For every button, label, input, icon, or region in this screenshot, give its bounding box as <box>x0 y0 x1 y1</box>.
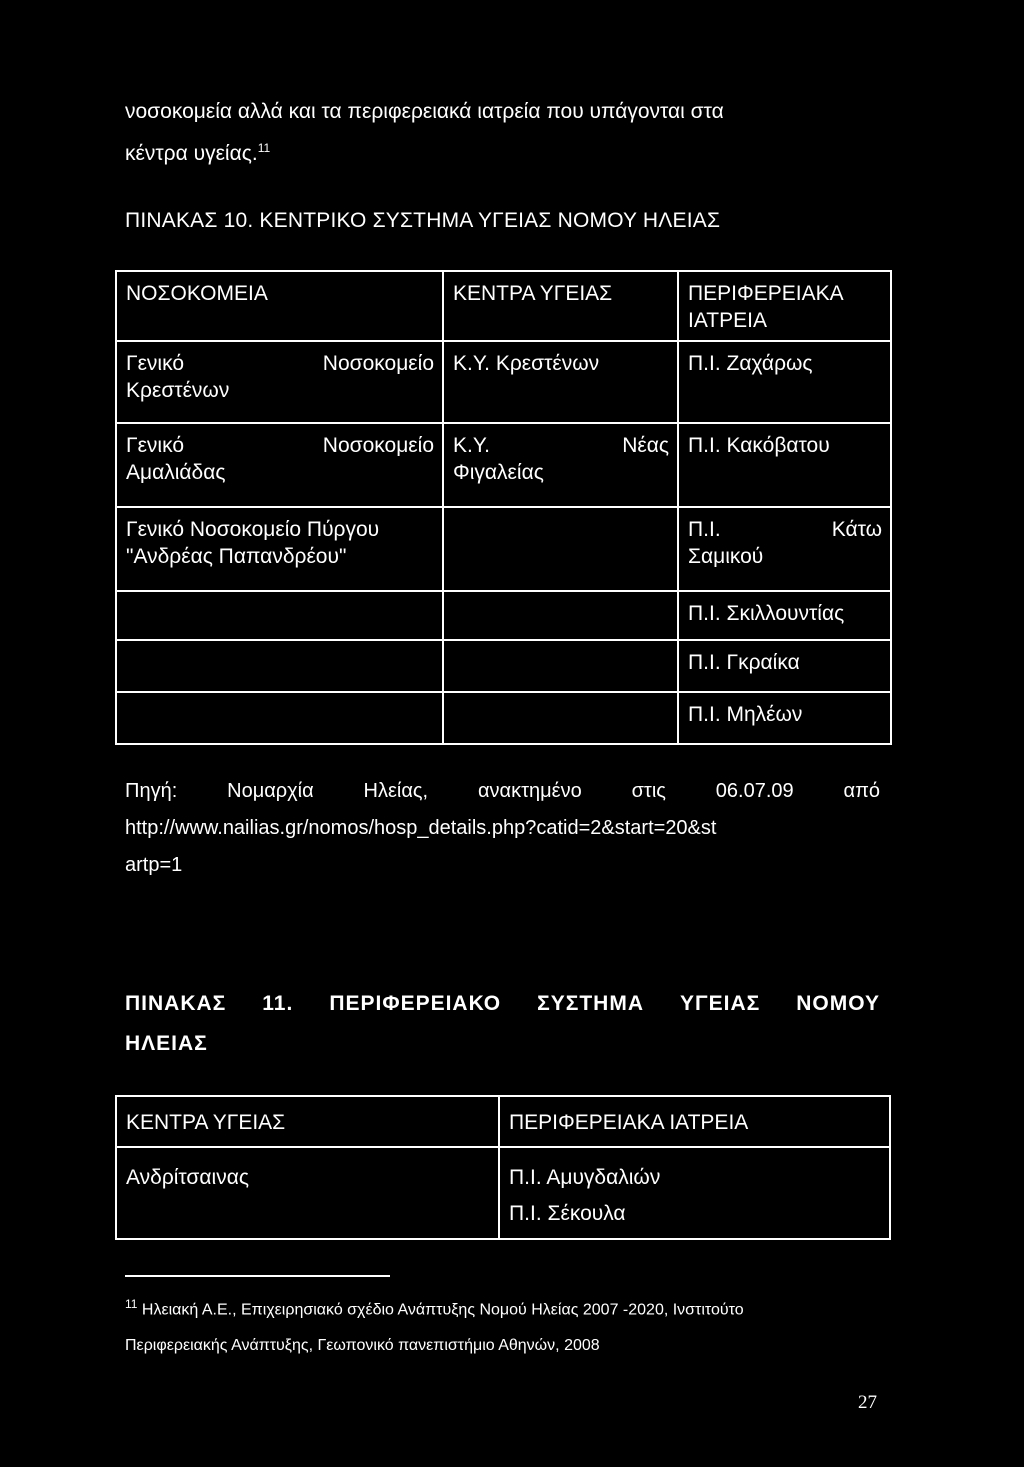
title-word: ΣΥΣΤΗΜΑ <box>537 992 644 1015</box>
cell-word: Π.Ι. Ζαχάρως <box>688 352 813 375</box>
source-word: Νομαρχία <box>227 780 314 802</box>
source-word: ανακτημένο <box>477 780 582 802</box>
cell-word: Π.Ι. Σέκουλα <box>509 1202 626 1225</box>
table10-row <box>116 591 891 640</box>
table10-row <box>116 640 891 692</box>
cell-word: Κ.Υ. Κρεστένων <box>453 352 600 375</box>
cell-word: Κάτω <box>831 518 882 541</box>
table10-cell-clinic <box>678 341 891 423</box>
table10-header-centers: ΚΕΝΤΡΑ ΥΓΕΙΑΣ <box>443 271 678 341</box>
cell-word: Γενικό <box>126 352 185 375</box>
table11-header-centers: ΚΕΝΤΡΑ ΥΓΕΙΑΣ <box>116 1096 499 1147</box>
source-url-line-2: artp=1 <box>125 854 183 876</box>
table10-cell-clinic <box>678 507 891 591</box>
title-word: ΠΙΝΑΚΑΣ <box>125 992 227 1015</box>
table10-cell-hospital <box>116 507 443 591</box>
source-url-line-1: http://www.nailias.gr/nomos/hosp_details.php?catid=2&start=20&st <box>125 817 717 839</box>
table10-cell-hospital <box>116 423 443 507</box>
footnote-line-2: Περιφερειακής Ανάπτυξης, Γεωπονικό πανεπιστήμιο Αθηνών, 2008 <box>125 1337 600 1355</box>
cell-word: Π.Ι. Μηλέων <box>688 703 803 726</box>
page-number: 27 <box>858 1392 877 1413</box>
cell-word: Αμαλιάδας <box>126 461 226 484</box>
table10-row <box>116 692 891 744</box>
cell-word: Π.Ι. Αμυγδαλιών <box>509 1166 661 1189</box>
footnote-number: 11 <box>125 1297 138 1311</box>
table11-cell-center <box>116 1147 499 1239</box>
footnote-separator <box>125 1275 390 1277</box>
table10-cell-hospital <box>116 640 443 692</box>
table10-cell-clinic <box>678 640 891 692</box>
table10-header-row <box>116 271 891 341</box>
source-word: 06.07.09 <box>715 780 794 802</box>
table10-row <box>116 423 891 507</box>
intro-line-2-text: κέντρα υγείας. <box>125 142 258 165</box>
table11-title-line-1 <box>125 984 880 1024</box>
table11-row <box>116 1147 890 1239</box>
table10-cell-center <box>443 640 678 692</box>
title-word: ΝΟΜΟΥ <box>796 992 880 1015</box>
cell-word: Π.Ι. Γκραίκα <box>688 651 800 674</box>
table10-cell-center <box>443 591 678 640</box>
source-word: από <box>843 780 880 802</box>
table10-row <box>116 341 891 423</box>
cell-word: Κρεστένων <box>126 379 230 402</box>
table10-cell-clinic <box>678 692 891 744</box>
table10-cell-clinic <box>678 591 891 640</box>
table10-cell-center <box>443 423 678 507</box>
table10-source <box>125 773 880 884</box>
table11-header-clinics: ΠΕΡΙΦΕΡΕΙΑΚΑ ΙΑΤΡΕΙΑ <box>499 1096 890 1147</box>
table11 <box>115 1095 891 1240</box>
cell-word: Νέας <box>622 434 669 457</box>
cell-word: Γενικό <box>126 434 185 457</box>
table10-cell-hospital <box>116 341 443 423</box>
cell-word: Ανδρίτσαινας <box>126 1166 249 1189</box>
cell-word: Π.Ι. <box>688 518 721 541</box>
table10-cell-center <box>443 507 678 591</box>
footnote <box>125 1286 885 1364</box>
title-word: ΥΓΕΙΑΣ <box>680 992 761 1015</box>
source-word: στις <box>631 780 666 802</box>
source-word: Ηλείας, <box>363 780 429 802</box>
table11-header-row <box>116 1096 890 1147</box>
intro-line-1: νοσοκομεία αλλά και τα περιφερειακά ιατρεία που υπάγονται στα <box>125 100 724 123</box>
table10 <box>115 270 892 745</box>
footnote-text: Ηλειακή Α.Ε., Επιχειρησιακό σχέδιο Ανάπτυξης Νομού Ηλείας 2007 -2020, Ινστιτούτο <box>141 1301 744 1319</box>
footnote-reference: 11 <box>257 141 271 155</box>
table11-title-line-2: ΗΛΕΙΑΣ <box>125 1032 208 1055</box>
intro-line-2 <box>125 130 880 172</box>
table10-cell-hospital <box>116 692 443 744</box>
cell-word: Φιγαλείας <box>453 461 544 484</box>
table11-cell-clinics <box>499 1147 890 1239</box>
cell-word: "Ανδρέας Παπανδρέου" <box>126 545 347 568</box>
table10-header-clinics: ΠΕΡΙΦΕΡΕΙΑΚΑ ΙΑΤΡΕΙΑ <box>678 271 891 341</box>
source-line-1 <box>125 773 880 810</box>
footnote-line-1 <box>125 1286 885 1328</box>
table10-cell-clinic <box>678 423 891 507</box>
cell-word: Νοσοκομείο <box>322 352 434 375</box>
table10-row <box>116 507 891 591</box>
cell-word: Νοσοκομείο <box>322 434 434 457</box>
cell-word: Π.Ι. Σκιλλουντίας <box>688 602 845 625</box>
table10-cell-center <box>443 341 678 423</box>
source-word: Πηγή: <box>125 780 178 802</box>
intro-paragraph <box>125 93 880 172</box>
table11-title <box>125 984 880 1064</box>
table10-cell-center <box>443 692 678 744</box>
cell-word: Π.Ι. Κακόβατου <box>688 434 830 457</box>
table10-cell-hospital <box>116 591 443 640</box>
title-word: 11. <box>262 992 294 1015</box>
cell-word: Σαμικού <box>688 545 764 568</box>
title-word: ΠΕΡΙΦΕΡΕΙΑΚΟ <box>329 992 502 1015</box>
cell-word: Κ.Υ. <box>453 434 490 457</box>
cell-word: Γενικό Νοσοκομείο Πύργου <box>126 518 380 541</box>
table10-header-hospitals: ΝΟΣΟΚΟΜΕΙΑ <box>116 271 443 341</box>
table10-title: ΠΙΝΑΚΑΣ 10. ΚΕΝΤΡΙΚΟ ΣΥΣΤΗΜΑ ΥΓΕΙΑΣ ΝΟΜΟΥ ΗΛΕΙΑΣ <box>125 209 721 232</box>
